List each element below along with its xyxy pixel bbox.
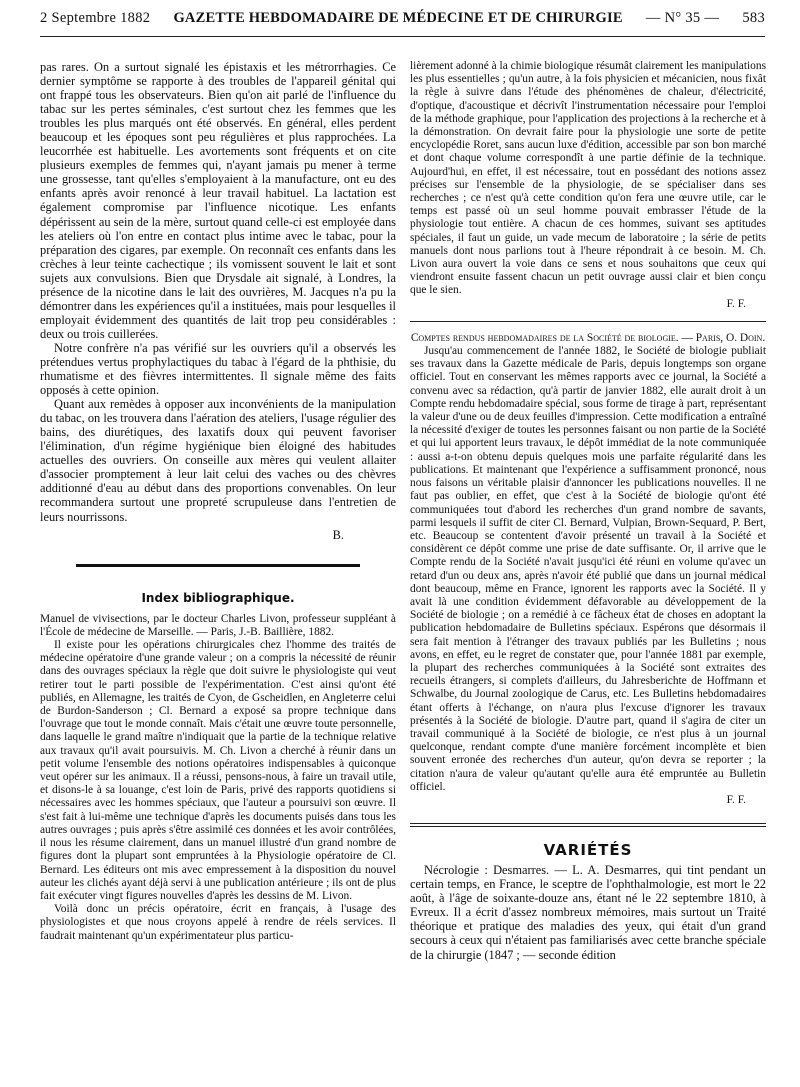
- journal-title: GAZETTE HEBDOMADAIRE DE MÉDECINE ET DE CHIRURGIE: [173, 10, 623, 26]
- paragraph: lièrement adonné à la chimie biologique résumât clairement les manipulations les plus essentielles ; qu'un autre, à la fois physicien et mécanicien, nous fixât la règle à suivre dans l'étude des phénomènes de chaleur, d'électricité, d'optique, d'acoustique et décrivît l'instrumentation nécessaire pour l'emploi de la méthode graphique, pour l'application des projections à la recherche et à la démonstration. On devrait faire pour la physiologie une sorte de petite encyclopédie Roret, sans aucun luxe d'édition, accessible par son bon marché et dont chaque volume correspondît à une partie définie de la technique. Aujourd'hui, en effet, il est nécessaire, tout en possédant des notions assez précises sur l'ensemble de la physiologie, de se spécialiser dans ses recherches ; ce n'est qu'à cette condition qu'on fera une œuvre utile, car le temps est passé où un seul homme pouvait embrasser l'étude de la physiologie tout entière. A chacun de ces hommes, suivant ses aptitudes spéciales, il faut un guide, un vade mecum de laboratoire ; la série de petits manuels dont nous parlions tout à l'heure répondrait à ce besoin. M. Ch. Livon aura ouvert la voie dans ce sens et nous souhaitons que ceux qui viendront ensuite fassent chacun un petit ouvrage aussi clair et bien conçu que le sien.: [410, 60, 766, 297]
- bibliography-entry: Manuel de vivisections, par le docteur Charles Livon, professeur suppléant à l'École de médecine de Marseille. — Paris, J.-B. Baillière, 1882.: [40, 612, 396, 638]
- section-divider: [410, 823, 766, 827]
- section-divider: [410, 321, 766, 322]
- paragraph: Voilà donc un précis opératoire, écrit en français, à l'usage des physiologistes et que nous croyons appelé à rendre de réels services. Il faudrait maintenant qu'un expérimentateur plus particu-: [40, 903, 396, 942]
- paragraph: Notre confrère n'a pas vérifié sur les ouvriers qu'il a observés les prétendues vertus prophylactiques du tabac à l'égard de la phthisie, du rhumatisme et des fièvres intermittentes. Il signale même des faits opposés à cette opinion.: [40, 340, 396, 398]
- left-column: [40, 60, 396, 943]
- page-number: 583: [742, 10, 765, 26]
- paragraph: Il existe pour les opérations chirurgicales chez l'homme des traités de médecine opératoire d'une grande valeur ; on a compris la nécessité de réunir dans des ouvrages spéciaux la règle que doit suivre le physiologiste qui veut retirer tout le parti possible de l'expérimentation. C'est ainsi qu'ont été publiés, en Allemagne, les traités de Cyon, de Gscheidlen, en Angleterre celui de Burdon-Sanderson ; Cl. Bernard a exposé sa propre technique dans l'ouvrage que tout le monde connaît. Mais c'était une œuvre toute personnelle, dans laquelle le grand maître n'indiquait que la partie de la technique relative aux travaux qu'il avait poursuivis. M. Ch. Livon a cherché à réunir dans un petit volume l'ensemble des notions opératoires indispensables à quiconque veut opérer sur les animaux. Il a réussi, pensons-nous, à faire un travail utile, et disons-le à sa louange, c'est loin de Paris, privé des rapports quotidiens si nécessaires avec les hommes spéciaux, que l'auteur a poursuivi son œuvre. Il s'est fait à lui-même une technique d'après les documents puisés dans tous les autres ouvrages ; puis après s'être assimilé ces données et les avoir contrôlées, il nous les résume clairement, dans un manuel illustré d'un grand nombre de figures dont la plupart sont empruntées à la Physiologie opératoire de Cl. Bernard. Les éditeurs ont mis avec empressement à la disposition du nouvel auteur les clichés ayant déjà servi à une publication antérieure ; ils ont de plus fait exécuter vingt figures nouvelles d'après les dessins de M. Livon.: [40, 639, 396, 902]
- header-rule: [40, 36, 765, 37]
- varietes-heading: VARIÉTÉS: [543, 841, 633, 860]
- right-column: [410, 60, 766, 962]
- paragraph: Nécrologie : Desmarres. — L. A. Desmarres, qui tint pendant un certain temps, en France, le sceptre de l'ophthalmologie, est mort le 22 août, à l'âge de soixante-douze ans, étant né le 22 septembre 1810, à Evreux. Il a écrit d'assez nombreux mémoires, mais surtout un Traité théorique et pratique des maladies des yeux, qui était d'un grand secours à ceux qui n'étaient pas familiarisés avec cette branche spéciale de la chirurgie (1847 ; — seconde édition: [410, 863, 766, 962]
- header-date: 2 Septembre 1882: [40, 10, 151, 26]
- section-divider: [76, 564, 360, 567]
- review-signature: F. F.: [726, 297, 746, 310]
- paragraph: Quant aux remèdes à opposer aux inconvénients de la manipulation du tabac, on les trouvera dans l'aération des ateliers, l'usage régulier des bains, des diurétiques, des laxatifs doux qui peuvent favoriser l'élimination, d'un régime hygiénique bien éloigné des habitudes actuelles des ouvriers. On conseille aux mères qui veulent allaiter d'associer promptement à leur lait celui des vaches ou des chèvres additionné d'eau au début dans des proportions convenables. On leur recommandera surtout une propreté scrupuleuse dans l'entretien de leurs nourrissons.: [40, 397, 396, 524]
- index-heading: Index bibliographique.: [141, 590, 295, 605]
- review-signature: F. F.: [726, 793, 746, 806]
- running-header: [40, 10, 765, 32]
- paragraph: pas rares. On a surtout signalé les épistaxis et les métrorrhagies. Ce dernier symptôme se rapporte à des troubles de l'appareil génital qui ont frappé tous les observateurs. Bien qu'on ait parlé de l'influence du tabac sur les pertes séminales, c'est surtout chez les femmes que les troubles les plus marqués ont été observés. En général, elles perdent beaucoup et les époques sont peu régulières et plus rapprochées. La leucorrhée est habituelle. Les avortements sont fréquents et on cite plusieurs exemples de femmes qui, n'ayant jamais pu mener à terme une grossesse, tant qu'elles s'employaient à la manufacture, ont eu des enfants après avoir renoncé à leur travail habituel. La lactation est également compromise par l'influence nicotique. Les enfants dépérissent au sein de la mère, surtout quand celle-ci est employée dans les ateliers où l'on entre en contact plus intime avec le tabac, pour la préparation des cigares, par exemple. On reconnaît ces enfants dans les crèches à leur teinte cachectique ; ils vomissent souvent le lait et sont sujets aux convulsions. Bien que Drysdale ait signalé, à Londres, la présence de la nicotine dans le lait des ouvrières, M. Jacques n'a pu la démontrer dans les expériences qu'il a instituées, mais pour lesquelles il employait évidemment des quantités de lait trop peu considérables : deux ou trois cuillerées.: [40, 60, 396, 341]
- paragraph: Jusqu'au commencement de l'année 1882, le Société de biologie publiait ses travaux dans la Gazette médicale de Paris, depuis longtemps son organe officiel. Tout en conservant les mêmes rapports avec ce journal, la Société a convenu avec sa rédaction, qu'à partir de janvier 1882, elle aurait droit à un Compte rendu hebdomadaire spécial, sous forme de tirage à part, représentant la valeur d'une ou de deux feuilles d'impression. Cette modification a entraîné la nécessité d'exiger de toutes les personnes faisant ou non partie de la Société et qui lui apportent leurs travaux, le dépôt immédiat de la note communiquée : aussi a-t-on obtenu depuis quelques mois une parfaite régularité dans les publications. Et maintenant que l'expérience a suffisamment prononcé, nous nous faisons un véritable plaisir d'annoncer les publications nouvelles. Il ne faut pas oublier, en effet, que c'est à la Société de biologie qu'ont été communiquées tout d'abord les recherches d'un grand nombre de savants, parmi lesquels il suffit de citer Cl. Bernard, Vulpian, Brown-Sequard, P. Bert, etc. Beaucoup se contentent d'avoir présenté un travail à la Société et considèrent ce dépôt comme une prise de date suffisante. Or, il arrive que le Compte rendu de la Société n'avait jusqu'ici été réuni en volume qu'avec un retard d'un ou deux ans, après n'avoir été publié que dans un journal médical dont beaucoup, même en France, ignorent les rapports avec la Société. Il y avait là une condition évidemment défavorable au développement de la Société de biologie ; on a remédié à ce fâcheux état de choses en adoptant la publication hebdomadaire de Bulletins spéciaux. Espérons que désormais il sera fait mention à l'étranger des travaux publiés par les Bulletins ; nous avons, en effet, eu le regret de constater que, pour l'année 1881 par exemple, la plupart des recherches communiquées à la Société sont extraites des recueils étrangers, si complets d'ailleurs, du Jahresberichte de Hoffmann et Schwalbe, du Journal zoologique de Carus, etc. Les Bulletins hebdomadaires étant offerts à l'échange, on n'aura plus l'excuse d'ignorer les travaux présentés à la Société de biologie. D'autre part, quand il s'agira de citer un travail communiqué à la Société de biologie, ce n'est plus à un journal quelconque, rendant compte d'une manière forcément incomplète et bien souvent erronée des recherches d'un auteur, qu'on devra se reporter ; la citation n'aura de valeur qu'autant qu'elle aura été empruntée au Bulletin officiel.: [410, 345, 766, 793]
- review-heading: Comptes rendus hebdomadaires de la Société de biologie. — Paris, O. Doin.: [410, 331, 766, 344]
- issue-number: — N° 35 —: [645, 10, 720, 26]
- author-signature: B.: [332, 527, 344, 542]
